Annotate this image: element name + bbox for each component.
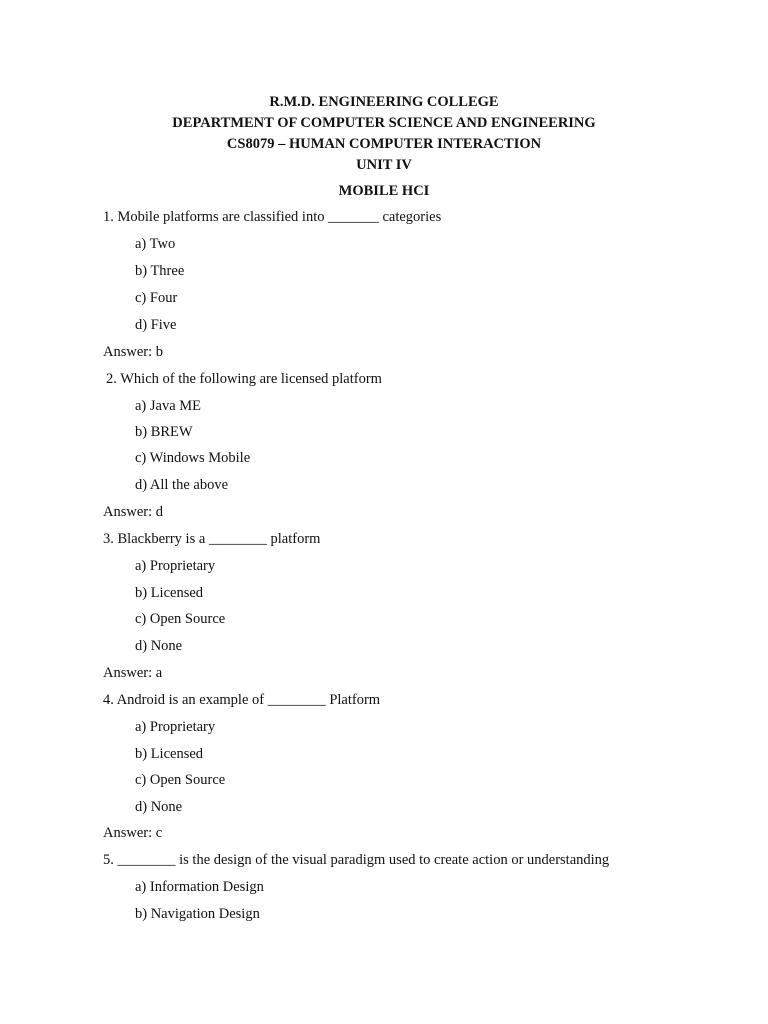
question-option: c) Open Source xyxy=(135,772,226,788)
question-option: b) Three xyxy=(135,263,185,279)
answer-text: Answer: d xyxy=(103,504,164,520)
course-title: CS8079 – HUMAN COMPUTER INTERACTION xyxy=(226,136,542,152)
question-option: b) Navigation Design xyxy=(135,906,260,922)
question-option: b) BREW xyxy=(135,424,193,440)
question-option: a) Information Design xyxy=(135,879,264,895)
department-name: DEPARTMENT OF COMPUTER SCIENCE AND ENGINEERING xyxy=(172,115,596,131)
question-option: c) Windows Mobile xyxy=(135,450,251,466)
topic-title: MOBILE HCI xyxy=(338,183,430,199)
question-text: 5. ________ is the design of the visual paradigm used to create action or understanding xyxy=(103,852,610,868)
question-option: d) Five xyxy=(135,317,177,333)
question-text: 1. Mobile platforms are classified into _______ categories xyxy=(103,209,442,225)
question-option: c) Four xyxy=(135,290,178,306)
college-name: R.M.D. ENGINEERING COLLEGE xyxy=(269,94,499,110)
unit-label: UNIT IV xyxy=(356,157,412,173)
answer-text: Answer: b xyxy=(103,344,164,360)
question-option: d) All the above xyxy=(135,477,229,493)
question-option: d) None xyxy=(135,638,183,654)
question-option: a) Proprietary xyxy=(135,558,216,574)
question-option: b) Licensed xyxy=(135,746,204,762)
question-option: a) Proprietary xyxy=(135,719,216,735)
question-text: 2. Which of the following are licensed platform xyxy=(106,371,382,387)
question-text: 3. Blackberry is a ________ platform xyxy=(103,531,321,547)
question-option: c) Open Source xyxy=(135,611,226,627)
question-option: d) None xyxy=(135,799,183,815)
question-option: a) Two xyxy=(135,236,176,252)
answer-text: Answer: a xyxy=(103,665,163,681)
question-text: 4. Android is an example of ________ Platform xyxy=(103,692,381,708)
question-option: b) Licensed xyxy=(135,585,204,601)
question-option: a) Java ME xyxy=(135,398,202,414)
answer-text: Answer: c xyxy=(103,825,163,841)
